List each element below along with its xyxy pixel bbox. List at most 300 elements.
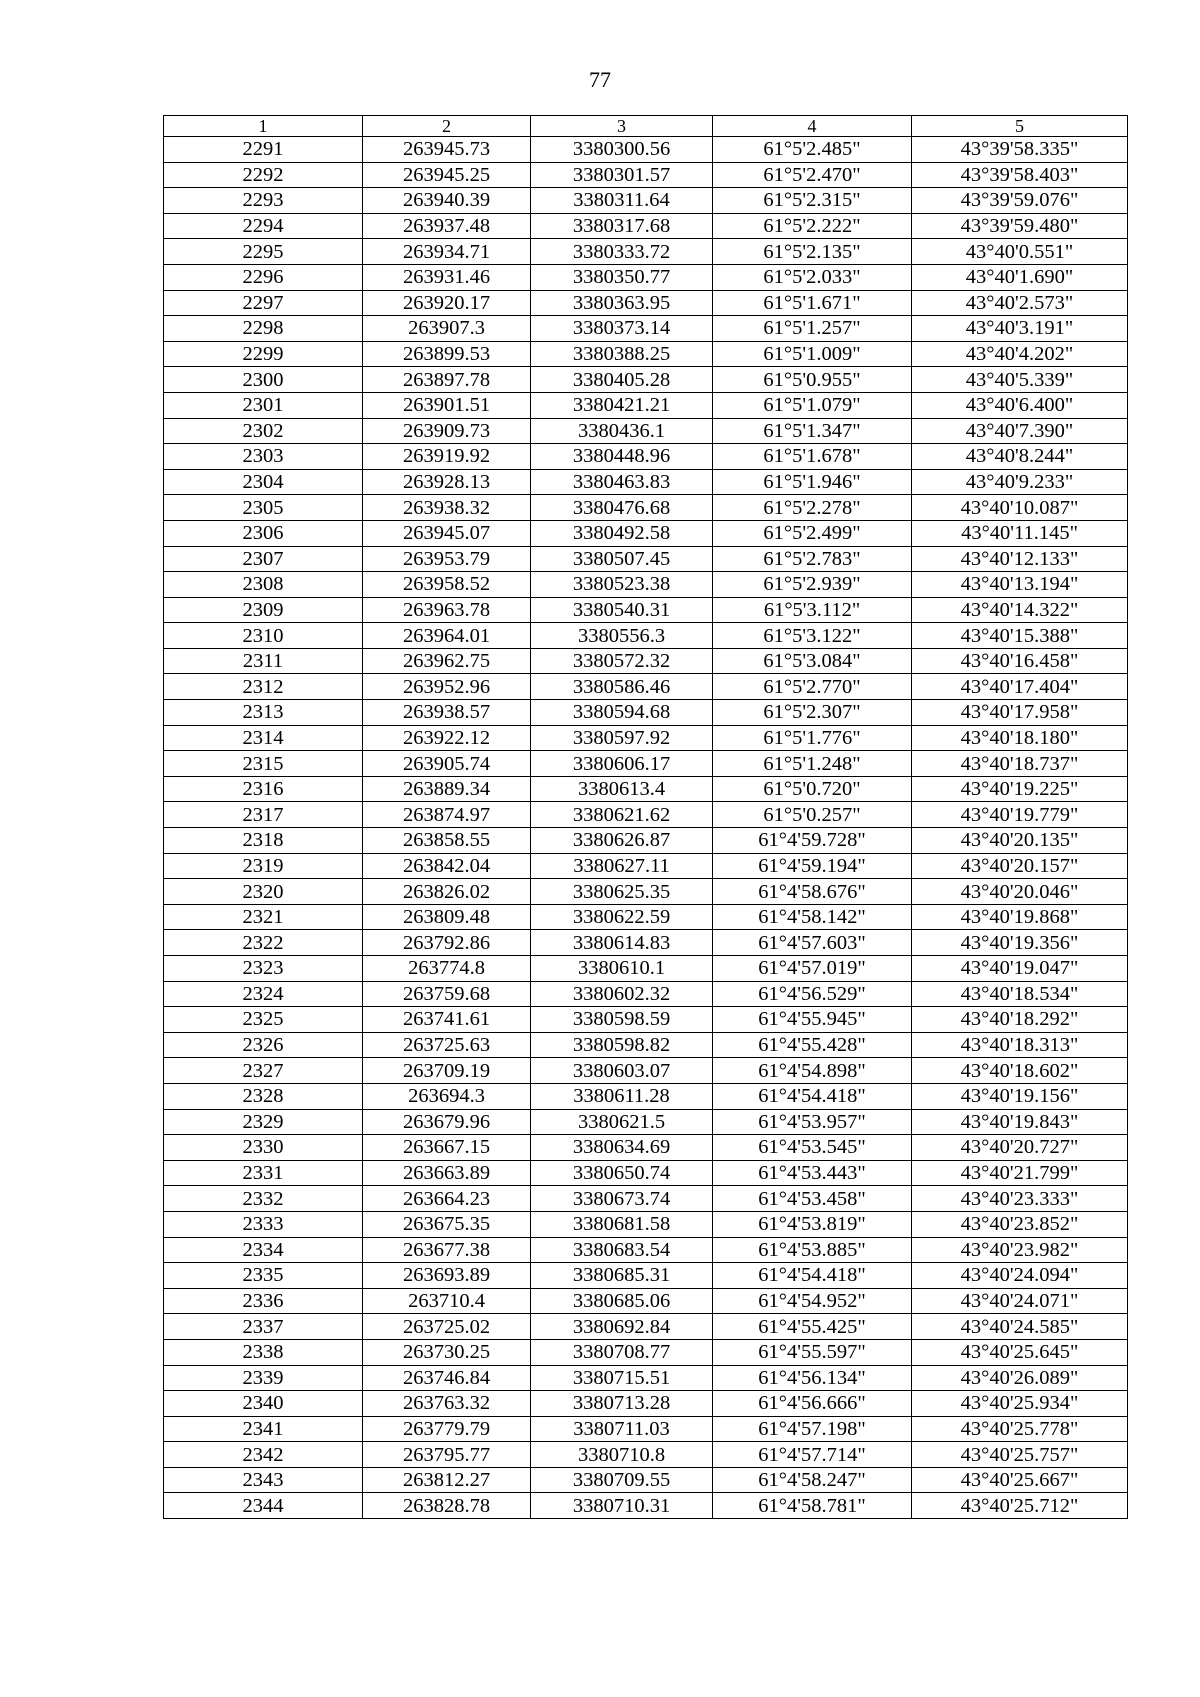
table-cell-col-4: 61°4'54.418"	[713, 1263, 912, 1289]
table-cell-col-2: 263858.55	[363, 828, 531, 854]
table-cell-col-5: 43°40'17.958"	[912, 700, 1128, 726]
table-cell-col-2: 263889.34	[363, 776, 531, 802]
table-cell-col-4: 61°5'1.678"	[713, 444, 912, 470]
table-cell-col-5: 43°40'5.339"	[912, 367, 1128, 393]
table-cell-col-5: 43°40'20.157"	[912, 853, 1128, 879]
table-cell-col-1: 2333	[164, 1211, 363, 1237]
table-cell-col-4: 61°4'59.728"	[713, 828, 912, 854]
table-row	[164, 648, 1128, 674]
table-cell-col-2: 263763.32	[363, 1391, 531, 1417]
table-cell-col-1: 2338	[164, 1339, 363, 1365]
table-row	[164, 546, 1128, 572]
table-cell-col-5: 43°40'16.458"	[912, 648, 1128, 674]
table-cell-col-2: 263774.8	[363, 956, 531, 982]
table-cell-col-2: 263677.38	[363, 1237, 531, 1263]
table-cell-col-3: 3380613.4	[531, 776, 713, 802]
table-cell-col-3: 3380540.31	[531, 597, 713, 623]
table-cell-col-2: 263931.46	[363, 264, 531, 290]
table-row	[164, 623, 1128, 649]
table-cell-col-5: 43°40'23.333"	[912, 1186, 1128, 1212]
table-cell-col-1: 2328	[164, 1083, 363, 1109]
table-row	[164, 264, 1128, 290]
table-cell-col-1: 2325	[164, 1007, 363, 1033]
table-cell-col-5: 43°40'25.667"	[912, 1467, 1128, 1493]
table-cell-col-5: 43°40'18.313"	[912, 1032, 1128, 1058]
table-cell-col-2: 263730.25	[363, 1339, 531, 1365]
table-cell-col-2: 263663.89	[363, 1160, 531, 1186]
header-row	[164, 116, 1128, 137]
table-cell-col-2: 263826.02	[363, 879, 531, 905]
table-cell-col-2: 263709.19	[363, 1058, 531, 1084]
table-cell-col-1: 2340	[164, 1391, 363, 1417]
table-cell-col-1: 2334	[164, 1237, 363, 1263]
table-cell-col-2: 263928.13	[363, 469, 531, 495]
table-cell-col-2: 263725.63	[363, 1032, 531, 1058]
table-cell-col-3: 3380523.38	[531, 572, 713, 598]
table-cell-col-3: 3380586.46	[531, 674, 713, 700]
table-cell-col-3: 3380594.68	[531, 700, 713, 726]
table-cell-col-5: 43°40'0.551"	[912, 239, 1128, 265]
table-cell-col-1: 2301	[164, 392, 363, 418]
table-row	[164, 1237, 1128, 1263]
table-cell-col-2: 263919.92	[363, 444, 531, 470]
table-cell-col-4: 61°5'2.278"	[713, 495, 912, 521]
table-cell-col-3: 3380683.54	[531, 1237, 713, 1263]
table-cell-col-2: 263938.57	[363, 700, 531, 726]
table-cell-col-3: 3380300.56	[531, 137, 713, 163]
table-cell-col-1: 2297	[164, 290, 363, 316]
table-row	[164, 776, 1128, 802]
table-row	[164, 367, 1128, 393]
table-cell-col-5: 43°40'25.712"	[912, 1493, 1128, 1519]
table-row	[164, 751, 1128, 777]
table-cell-col-2: 263938.32	[363, 495, 531, 521]
table-cell-col-2: 263937.48	[363, 213, 531, 239]
table-cell-col-1: 2323	[164, 956, 363, 982]
table-row	[164, 188, 1128, 214]
table-cell-col-1: 2310	[164, 623, 363, 649]
table-cell-col-3: 3380388.25	[531, 341, 713, 367]
table-cell-col-2: 263901.51	[363, 392, 531, 418]
table-cell-col-5: 43°40'18.292"	[912, 1007, 1128, 1033]
table-cell-col-2: 263746.84	[363, 1365, 531, 1391]
table-cell-col-1: 2327	[164, 1058, 363, 1084]
table-cell-col-3: 3380708.77	[531, 1339, 713, 1365]
table-cell-col-4: 61°5'2.783"	[713, 546, 912, 572]
table-cell-col-1: 2318	[164, 828, 363, 854]
table-row	[164, 828, 1128, 854]
table-cell-col-5: 43°40'19.225"	[912, 776, 1128, 802]
table-cell-col-3: 3380627.11	[531, 853, 713, 879]
table-row	[164, 802, 1128, 828]
table-cell-col-4: 61°5'2.033"	[713, 264, 912, 290]
table-cell-col-5: 43°40'18.602"	[912, 1058, 1128, 1084]
table-row	[164, 469, 1128, 495]
table-cell-col-4: 61°4'57.603"	[713, 930, 912, 956]
table-cell-col-3: 3380715.51	[531, 1365, 713, 1391]
table-row	[164, 1109, 1128, 1135]
table-cell-col-3: 3380614.83	[531, 930, 713, 956]
table-cell-col-3: 3380634.69	[531, 1135, 713, 1161]
table-cell-col-1: 2295	[164, 239, 363, 265]
table-cell-col-1: 2316	[164, 776, 363, 802]
table-cell-col-1: 2314	[164, 725, 363, 751]
table-cell-col-2: 263899.53	[363, 341, 531, 367]
table-cell-col-1: 2331	[164, 1160, 363, 1186]
table-cell-col-1: 2291	[164, 137, 363, 163]
table-cell-col-3: 3380507.45	[531, 546, 713, 572]
table-cell-col-4: 61°4'54.898"	[713, 1058, 912, 1084]
table-row	[164, 1442, 1128, 1468]
table-cell-col-2: 263934.71	[363, 239, 531, 265]
table-cell-col-4: 61°4'58.781"	[713, 1493, 912, 1519]
table-cell-col-5: 43°40'18.534"	[912, 981, 1128, 1007]
table-row	[164, 495, 1128, 521]
table-cell-col-4: 61°4'56.529"	[713, 981, 912, 1007]
table-cell-col-2: 263693.89	[363, 1263, 531, 1289]
table-cell-col-5: 43°40'11.145"	[912, 520, 1128, 546]
table-row	[164, 1339, 1128, 1365]
table-cell-col-3: 3380626.87	[531, 828, 713, 854]
table-cell-col-3: 3380572.32	[531, 648, 713, 674]
table-row	[164, 1493, 1128, 1519]
table-cell-col-4: 61°5'0.720"	[713, 776, 912, 802]
table-cell-col-3: 3380685.31	[531, 1263, 713, 1289]
table-cell-col-3: 3380625.35	[531, 879, 713, 905]
table-cell-col-1: 2330	[164, 1135, 363, 1161]
table-cell-col-4: 61°4'54.418"	[713, 1083, 912, 1109]
table-cell-col-4: 61°5'3.122"	[713, 623, 912, 649]
table-cell-col-4: 61°5'3.084"	[713, 648, 912, 674]
table-row	[164, 1467, 1128, 1493]
table-cell-col-5: 43°40'24.585"	[912, 1314, 1128, 1340]
table-cell-col-5: 43°40'19.356"	[912, 930, 1128, 956]
table-cell-col-3: 3380463.83	[531, 469, 713, 495]
table-row	[164, 1058, 1128, 1084]
table-cell-col-1: 2343	[164, 1467, 363, 1493]
table-cell-col-2: 263759.68	[363, 981, 531, 1007]
table-cell-col-2: 263907.3	[363, 316, 531, 342]
table-cell-col-5: 43°40'25.778"	[912, 1416, 1128, 1442]
table-cell-col-5: 43°40'1.690"	[912, 264, 1128, 290]
table-cell-col-2: 263667.15	[363, 1135, 531, 1161]
table-cell-col-5: 43°40'19.156"	[912, 1083, 1128, 1109]
table-cell-col-1: 2300	[164, 367, 363, 393]
table-cell-col-5: 43°40'10.087"	[912, 495, 1128, 521]
table-cell-col-5: 43°40'2.573"	[912, 290, 1128, 316]
table-cell-col-4: 61°4'55.597"	[713, 1339, 912, 1365]
table-cell-col-2: 263842.04	[363, 853, 531, 879]
table-cell-col-4: 61°4'53.443"	[713, 1160, 912, 1186]
table-cell-col-1: 2336	[164, 1288, 363, 1314]
table-cell-col-3: 3380681.58	[531, 1211, 713, 1237]
table-cell-col-5: 43°40'25.934"	[912, 1391, 1128, 1417]
table-cell-col-1: 2322	[164, 930, 363, 956]
table-cell-col-5: 43°40'20.135"	[912, 828, 1128, 854]
table-cell-col-4: 61°4'59.194"	[713, 853, 912, 879]
table-cell-col-4: 61°4'57.714"	[713, 1442, 912, 1468]
table-cell-col-5: 43°40'20.046"	[912, 879, 1128, 905]
table-row	[164, 572, 1128, 598]
table-cell-col-5: 43°40'15.388"	[912, 623, 1128, 649]
table-row	[164, 879, 1128, 905]
table-cell-col-2: 263809.48	[363, 904, 531, 930]
table-cell-col-4: 61°5'1.776"	[713, 725, 912, 751]
table-cell-col-2: 263897.78	[363, 367, 531, 393]
table-cell-col-4: 61°4'53.957"	[713, 1109, 912, 1135]
table-cell-col-3: 3380713.28	[531, 1391, 713, 1417]
table-body	[164, 137, 1128, 1519]
table-cell-col-5: 43°40'24.071"	[912, 1288, 1128, 1314]
table-cell-col-2: 263710.4	[363, 1288, 531, 1314]
table-cell-col-3: 3380311.64	[531, 188, 713, 214]
table-cell-col-2: 263795.77	[363, 1442, 531, 1468]
column-header-5: 5	[912, 116, 1128, 137]
table-cell-col-4: 61°5'2.307"	[713, 700, 912, 726]
coordinates-table	[163, 115, 1128, 1519]
table-cell-col-2: 263779.79	[363, 1416, 531, 1442]
table-cell-col-4: 61°4'53.545"	[713, 1135, 912, 1161]
table-cell-col-4: 61°5'3.112"	[713, 597, 912, 623]
table-row	[164, 341, 1128, 367]
table-cell-col-5: 43°39'59.076"	[912, 188, 1128, 214]
table-row	[164, 520, 1128, 546]
table-cell-col-3: 3380711.03	[531, 1416, 713, 1442]
table-row	[164, 597, 1128, 623]
table-cell-col-2: 263945.73	[363, 137, 531, 163]
table-row	[164, 674, 1128, 700]
table-cell-col-1: 2307	[164, 546, 363, 572]
table-cell-col-1: 2299	[164, 341, 363, 367]
table-cell-col-1: 2339	[164, 1365, 363, 1391]
table-row	[164, 1416, 1128, 1442]
table-cell-col-1: 2306	[164, 520, 363, 546]
table-cell-col-4: 61°4'54.952"	[713, 1288, 912, 1314]
table-cell-col-5: 43°40'23.982"	[912, 1237, 1128, 1263]
table-cell-col-1: 2292	[164, 162, 363, 188]
table-row	[164, 981, 1128, 1007]
table-cell-col-3: 3380350.77	[531, 264, 713, 290]
table-cell-col-4: 61°5'0.955"	[713, 367, 912, 393]
table-cell-col-3: 3380602.32	[531, 981, 713, 1007]
table-cell-col-5: 43°40'9.233"	[912, 469, 1128, 495]
table-cell-col-3: 3380492.58	[531, 520, 713, 546]
table-cell-col-3: 3380317.68	[531, 213, 713, 239]
table-cell-col-3: 3380363.95	[531, 290, 713, 316]
table-cell-col-3: 3380598.59	[531, 1007, 713, 1033]
table-cell-col-5: 43°40'19.047"	[912, 956, 1128, 982]
table-cell-col-2: 263828.78	[363, 1493, 531, 1519]
table-row	[164, 1083, 1128, 1109]
table-cell-col-1: 2319	[164, 853, 363, 879]
table-cell-col-5: 43°40'6.400"	[912, 392, 1128, 418]
table-row	[164, 1135, 1128, 1161]
table-cell-col-3: 3380333.72	[531, 239, 713, 265]
table-cell-col-5: 43°39'58.335"	[912, 137, 1128, 163]
table-cell-col-1: 2293	[164, 188, 363, 214]
table-cell-col-4: 61°5'0.257"	[713, 802, 912, 828]
table-cell-col-2: 263945.07	[363, 520, 531, 546]
table-cell-col-4: 61°4'53.458"	[713, 1186, 912, 1212]
table-cell-col-5: 43°40'25.645"	[912, 1339, 1128, 1365]
table-cell-col-5: 43°40'8.244"	[912, 444, 1128, 470]
table-row	[164, 930, 1128, 956]
table-cell-col-2: 263940.39	[363, 188, 531, 214]
table-row	[164, 725, 1128, 751]
table-cell-col-3: 3380710.31	[531, 1493, 713, 1519]
table-cell-col-2: 263679.96	[363, 1109, 531, 1135]
table-cell-col-3: 3380621.62	[531, 802, 713, 828]
table-cell-col-2: 263958.52	[363, 572, 531, 598]
column-header-1: 1	[164, 116, 363, 137]
table-cell-col-5: 43°40'14.322"	[912, 597, 1128, 623]
table-row	[164, 137, 1128, 163]
table-cell-col-1: 2344	[164, 1493, 363, 1519]
table-cell-col-1: 2341	[164, 1416, 363, 1442]
table-cell-col-2: 263952.96	[363, 674, 531, 700]
table-header	[164, 116, 1128, 137]
table-cell-col-4: 61°5'1.079"	[713, 392, 912, 418]
table-cell-col-3: 3380622.59	[531, 904, 713, 930]
table-cell-col-4: 61°4'55.945"	[713, 1007, 912, 1033]
table-cell-col-4: 61°4'55.428"	[713, 1032, 912, 1058]
table-cell-col-3: 3380598.82	[531, 1032, 713, 1058]
table-cell-col-2: 263874.97	[363, 802, 531, 828]
table-cell-col-2: 263741.61	[363, 1007, 531, 1033]
table-cell-col-5: 43°40'19.843"	[912, 1109, 1128, 1135]
table-cell-col-4: 61°5'1.347"	[713, 418, 912, 444]
table-cell-col-1: 2296	[164, 264, 363, 290]
column-header-4: 4	[713, 116, 912, 137]
table-cell-col-1: 2298	[164, 316, 363, 342]
table-cell-col-1: 2309	[164, 597, 363, 623]
table-cell-col-4: 61°4'58.676"	[713, 879, 912, 905]
table-row	[164, 700, 1128, 726]
table-cell-col-3: 3380476.68	[531, 495, 713, 521]
table-cell-col-2: 263953.79	[363, 546, 531, 572]
table-cell-col-2: 263922.12	[363, 725, 531, 751]
table-cell-col-3: 3380556.3	[531, 623, 713, 649]
table-row	[164, 1160, 1128, 1186]
table-cell-col-3: 3380405.28	[531, 367, 713, 393]
table-cell-col-2: 263725.02	[363, 1314, 531, 1340]
table-row	[164, 162, 1128, 188]
table-cell-col-2: 263920.17	[363, 290, 531, 316]
table-row	[164, 1391, 1128, 1417]
table-cell-col-4: 61°4'58.247"	[713, 1467, 912, 1493]
table-cell-col-4: 61°5'1.009"	[713, 341, 912, 367]
table-cell-col-4: 61°5'2.222"	[713, 213, 912, 239]
table-cell-col-4: 61°5'2.315"	[713, 188, 912, 214]
table-row	[164, 1365, 1128, 1391]
table-cell-col-3: 3380685.06	[531, 1288, 713, 1314]
table-cell-col-1: 2329	[164, 1109, 363, 1135]
table-cell-col-2: 263964.01	[363, 623, 531, 649]
table-cell-col-1: 2315	[164, 751, 363, 777]
table-cell-col-3: 3380673.74	[531, 1186, 713, 1212]
page-number: 77	[589, 67, 611, 92]
table-cell-col-1: 2312	[164, 674, 363, 700]
table-cell-col-3: 3380621.5	[531, 1109, 713, 1135]
table-cell-col-3: 3380692.84	[531, 1314, 713, 1340]
table-cell-col-2: 263909.73	[363, 418, 531, 444]
table-row	[164, 904, 1128, 930]
table-cell-col-3: 3380606.17	[531, 751, 713, 777]
table-cell-col-1: 2294	[164, 213, 363, 239]
table-cell-col-4: 61°5'2.939"	[713, 572, 912, 598]
table-cell-col-1: 2304	[164, 469, 363, 495]
table-cell-col-4: 61°4'57.198"	[713, 1416, 912, 1442]
table-cell-col-4: 61°4'56.666"	[713, 1391, 912, 1417]
table-cell-col-4: 61°5'2.770"	[713, 674, 912, 700]
table-cell-col-1: 2324	[164, 981, 363, 1007]
table-cell-col-4: 61°5'1.671"	[713, 290, 912, 316]
table-cell-col-1: 2305	[164, 495, 363, 521]
table-cell-col-1: 2308	[164, 572, 363, 598]
table-row	[164, 1314, 1128, 1340]
table-cell-col-4: 61°5'2.499"	[713, 520, 912, 546]
table-cell-col-3: 3380603.07	[531, 1058, 713, 1084]
table-cell-col-4: 61°5'1.946"	[713, 469, 912, 495]
table-row	[164, 290, 1128, 316]
table-cell-col-3: 3380301.57	[531, 162, 713, 188]
table-row	[164, 1032, 1128, 1058]
table-cell-col-3: 3380597.92	[531, 725, 713, 751]
table-cell-col-5: 43°40'26.089"	[912, 1365, 1128, 1391]
table-cell-col-1: 2321	[164, 904, 363, 930]
table-row	[164, 239, 1128, 265]
table-row	[164, 444, 1128, 470]
table-cell-col-3: 3380611.28	[531, 1083, 713, 1109]
table-cell-col-4: 61°4'56.134"	[713, 1365, 912, 1391]
table-cell-col-4: 61°4'58.142"	[713, 904, 912, 930]
table-cell-col-1: 2342	[164, 1442, 363, 1468]
table-row	[164, 1007, 1128, 1033]
table-cell-col-5: 43°40'19.868"	[912, 904, 1128, 930]
table-cell-col-2: 263963.78	[363, 597, 531, 623]
table-cell-col-1: 2311	[164, 648, 363, 674]
table-cell-col-4: 61°4'53.885"	[713, 1237, 912, 1263]
table-cell-col-1: 2326	[164, 1032, 363, 1058]
table-cell-col-1: 2313	[164, 700, 363, 726]
table-cell-col-3: 3380710.8	[531, 1442, 713, 1468]
table-cell-col-5: 43°40'13.194"	[912, 572, 1128, 598]
table-cell-col-5: 43°40'20.727"	[912, 1135, 1128, 1161]
table-cell-col-5: 43°39'59.480"	[912, 213, 1128, 239]
table-cell-col-4: 61°4'55.425"	[713, 1314, 912, 1340]
table-cell-col-5: 43°40'21.799"	[912, 1160, 1128, 1186]
table-cell-col-1: 2335	[164, 1263, 363, 1289]
table-cell-col-5: 43°40'3.191"	[912, 316, 1128, 342]
table-row	[164, 418, 1128, 444]
table-cell-col-5: 43°40'19.779"	[912, 802, 1128, 828]
table-cell-col-2: 263962.75	[363, 648, 531, 674]
table-row	[164, 1211, 1128, 1237]
table-cell-col-5: 43°40'25.757"	[912, 1442, 1128, 1468]
table-row	[164, 1186, 1128, 1212]
table-cell-col-5: 43°40'18.180"	[912, 725, 1128, 751]
table-cell-col-4: 61°5'1.248"	[713, 751, 912, 777]
table-cell-col-3: 3380448.96	[531, 444, 713, 470]
table-cell-col-5: 43°40'18.737"	[912, 751, 1128, 777]
table-cell-col-2: 263812.27	[363, 1467, 531, 1493]
table-row	[164, 316, 1128, 342]
table-cell-col-3: 3380421.21	[531, 392, 713, 418]
table-cell-col-5: 43°40'4.202"	[912, 341, 1128, 367]
table-row	[164, 956, 1128, 982]
table-cell-col-4: 61°4'53.819"	[713, 1211, 912, 1237]
table-row	[164, 213, 1128, 239]
